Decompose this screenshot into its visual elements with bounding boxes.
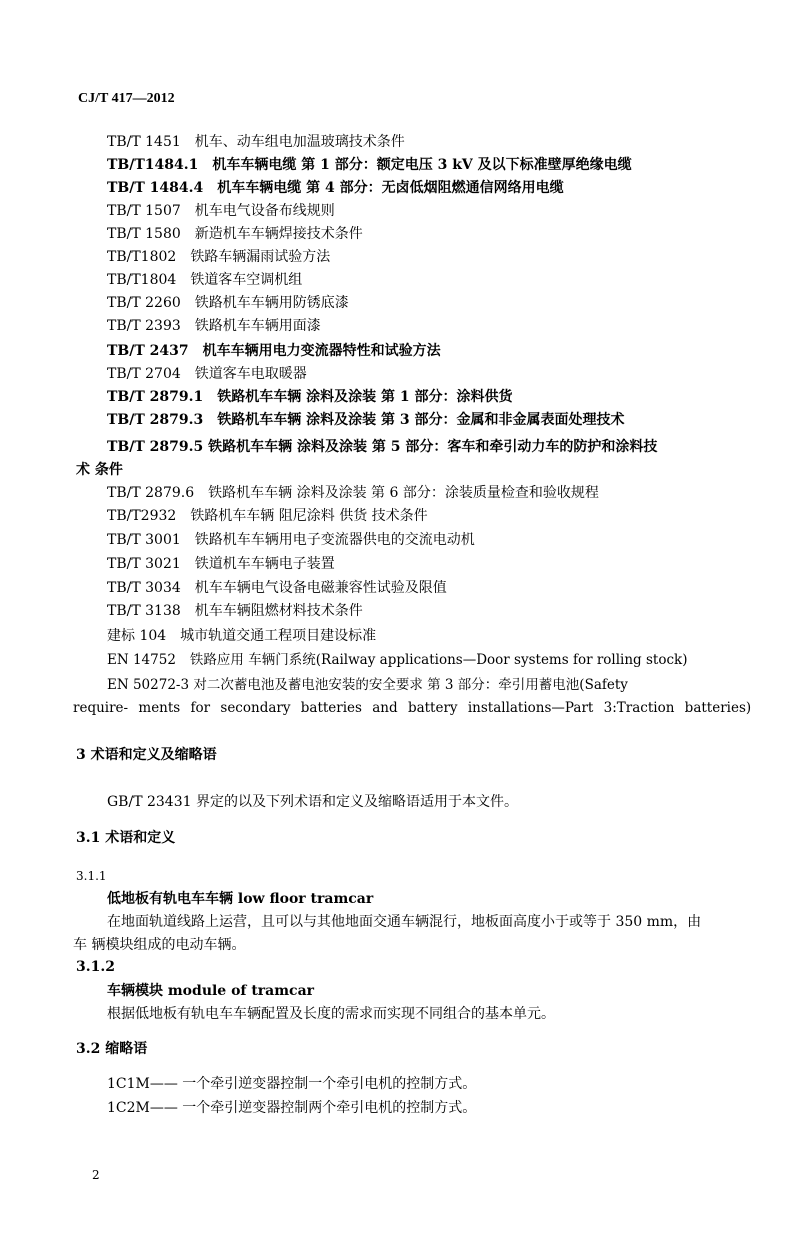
ref-tbt-2879-5-line2: 术 条件 [76,462,123,478]
ref-tbt-3001: TB/T 3001 铁路机车车辆用电子变流器供电的交流电动机 [107,532,475,548]
ref-tbt-2437: TB/T 2437 机车车辆用电力变流器特性和试验方法 [107,343,441,359]
ref-tbt-2393: TB/T 2393 铁路机车车辆用面漆 [107,318,321,334]
term-3-1-2-def: 根据低地板有轨电车车辆配置及长度的需求而实现不同组合的基本单元。 [107,1006,555,1022]
ref-tbt-1484-4: TB/T 1484.4 机车车辆电缆 第 4 部分：无卤低烟阻燃通信网络用电缆 [107,180,564,196]
section-3-1-heading: 3.1 术语和定义 [76,830,176,846]
ref-jianbiao-104: 建标 104 城市轨道交通工程项目建设标准 [107,628,377,644]
term-3-1-2-name: 车辆模块 module of tramcar [107,983,315,999]
term-3-1-1-number: 3.1.1 [76,869,107,883]
document-header: CJ/T 417—2012 [78,91,175,106]
abbr-1c1m: 1C1M—— 一个牵引逆变器控制一个牵引电机的控制方式。 [107,1076,477,1092]
term-3-1-1-name: 低地板有轨电车车辆 low floor tramcar [107,891,374,907]
ref-tbt-1804: TB/T1804 铁道客车空调机组 [107,272,303,288]
ref-tbt-2879-6: TB/T 2879.6 铁路机车车辆 涂料及涂装 第 6 部分：涂装质量检查和验收规程 [107,485,599,501]
ref-tbt-3138: TB/T 3138 机车车辆阻燃材料技术条件 [107,603,363,619]
section-3-heading: 3 术语和定义及缩略语 [76,747,217,763]
ref-tbt-3021: TB/T 3021 铁道机车车辆电子装置 [107,556,335,572]
ref-tbt-2932: TB/T2932 铁路机车车辆 阻尼涂料 供货 技术条件 [107,508,428,524]
ref-tbt-2260: TB/T 2260 铁路机车车辆用防锈底漆 [107,295,349,311]
term-3-1-1-def-line1: 在地面轨道线路上运营，且可以与其他地面交通车辆混行，地板面高度小于或等于 350 mm，由 [107,914,702,930]
ref-en-50272-line1: EN 50272-3 对二次蓄电池及蓄电池安装的安全要求 第 3 部分：牵引用蓄电池(Safety [107,677,628,693]
ref-tbt-2704: TB/T 2704 铁道客车电取暖器 [107,366,307,382]
section-3-intro: GB/T 23431 界定的以及下列术语和定义及缩略语适用于本文件。 [107,794,518,810]
ref-tbt-2879-5-line1: TB/T 2879.5 铁路机车车辆 涂料及涂装 第 5 部分：客车和牵引动力车的防护和涂料技 [107,439,658,455]
ref-tbt-2879-3: TB/T 2879.3 铁路机车车辆 涂料及涂装 第 3 部分：金属和非金属表面处理技术 [107,412,625,428]
section-3-2-heading: 3.2 缩略语 [76,1041,148,1057]
ref-tbt-1580: TB/T 1580 新造机车车辆焊接技术条件 [107,226,363,242]
ref-tbt-3034: TB/T 3034 机车车辆电气设备电磁兼容性试验及限值 [107,580,447,596]
ref-en-50272-line2: require- ments for secondary batteries and battery installations—Part 3:Traction batteries) [73,700,752,716]
ref-tbt-1484-1: TB/T1484.1 机车车辆电缆 第 1 部分：额定电压 3 kV 及以下标准壁厚绝缘电缆 [107,157,632,173]
ref-tbt-1507: TB/T 1507 机车电气设备布线规则 [107,203,335,219]
abbr-1c2m: 1C2M—— 一个牵引逆变器控制两个牵引电机的控制方式。 [107,1100,477,1116]
ref-tbt-1802: TB/T1802 铁路车辆漏雨试验方法 [107,249,331,265]
term-3-1-2-number: 3.1.2 [76,959,115,975]
ref-tbt-2879-1: TB/T 2879.1 铁路机车车辆 涂料及涂装 第 1 部分：涂料供货 [107,389,513,405]
page-number: 2 [92,1168,100,1182]
term-3-1-1-def-line2: 车 辆模块组成的电动车辆。 [73,937,246,953]
ref-en-14752: EN 14752 铁路应用 车辆门系统(Railway applications—Door systems for rolling stock) [107,652,688,668]
ref-tbt-1451: TB/T 1451 机车、动车组电加温玻璃技术条件 [107,134,405,150]
